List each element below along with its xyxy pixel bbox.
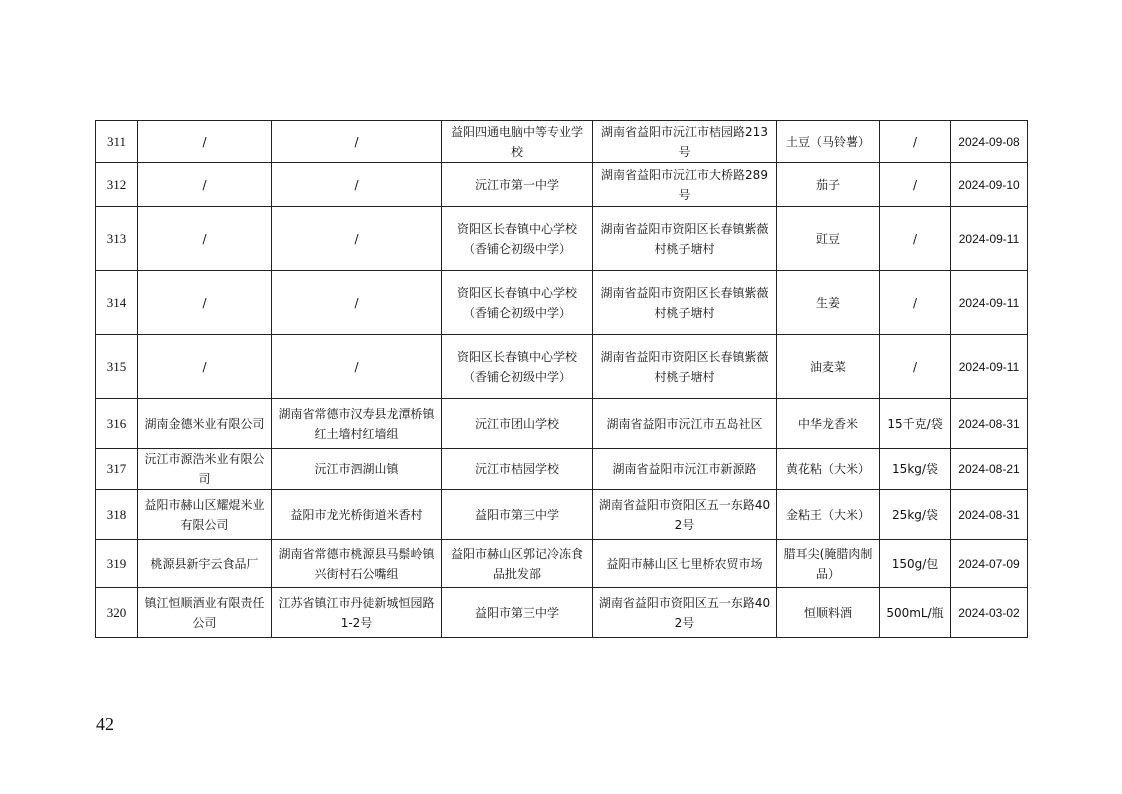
cell-no: 317 xyxy=(96,449,138,490)
cell-date: 2024-08-31 xyxy=(951,399,1028,449)
cell-producer-address: / xyxy=(272,121,442,163)
cell-spec: / xyxy=(880,163,951,207)
cell-date: 2024-03-02 xyxy=(951,588,1028,638)
cell-spec: 150g/包 xyxy=(880,540,951,588)
table-row xyxy=(96,588,1028,638)
cell-no: 316 xyxy=(96,399,138,449)
cell-spec: 15千克/袋 xyxy=(880,399,951,449)
cell-producer: / xyxy=(138,335,272,399)
cell-producer-address: 江苏省镇江市丹徒新城恒园路1-2号 xyxy=(272,588,442,638)
cell-spec: 25kg/袋 xyxy=(880,490,951,540)
cell-date: 2024-09-08 xyxy=(951,121,1028,163)
cell-sampled-address: 湖南省益阳市沅江市五岛社区 xyxy=(593,399,777,449)
table-row xyxy=(96,207,1028,271)
cell-product: 生姜 xyxy=(777,271,880,335)
cell-producer-address: / xyxy=(272,207,442,271)
cell-product: 茄子 xyxy=(777,163,880,207)
cell-sampled-unit: 益阳四通电脑中等专业学校 xyxy=(442,121,593,163)
cell-producer: 镇江恒顺酒业有限责任公司 xyxy=(138,588,272,638)
cell-sampled-unit: 益阳市赫山区郭记冷冻食品批发部 xyxy=(442,540,593,588)
cell-no: 314 xyxy=(96,271,138,335)
cell-sampled-unit: 资阳区长春镇中心学校（香铺仑初级中学） xyxy=(442,207,593,271)
cell-producer: 湖南金德米业有限公司 xyxy=(138,399,272,449)
cell-sampled-address: 湖南省益阳市资阳区长春镇紫薇村桃子塘村 xyxy=(593,207,777,271)
cell-producer-address: / xyxy=(272,335,442,399)
cell-product: 黄花粘（大米） xyxy=(777,449,880,490)
cell-sampled-address: 湖南省益阳市资阳区长春镇紫薇村桃子塘村 xyxy=(593,335,777,399)
cell-sampled-unit: 益阳市第三中学 xyxy=(442,588,593,638)
cell-producer: 沅江市源浩米业有限公司 xyxy=(138,449,272,490)
cell-date: 2024-07-09 xyxy=(951,540,1028,588)
cell-producer-address: 湖南省常德市桃源县马鬃岭镇兴街村石公嘴组 xyxy=(272,540,442,588)
cell-sampled-unit: 沅江市团山学校 xyxy=(442,399,593,449)
cell-product: 恒顺料酒 xyxy=(777,588,880,638)
cell-sampled-unit: 资阳区长春镇中心学校（香铺仑初级中学） xyxy=(442,335,593,399)
table-row xyxy=(96,399,1028,449)
cell-date: 2024-09-11 xyxy=(951,207,1028,271)
cell-sampled-unit: 沅江市桔园学校 xyxy=(442,449,593,490)
cell-no: 313 xyxy=(96,207,138,271)
cell-sampled-address: 湖南省益阳市资阳区五一东路402号 xyxy=(593,588,777,638)
cell-spec: / xyxy=(880,271,951,335)
table-row xyxy=(96,335,1028,399)
table-body xyxy=(96,121,1028,638)
cell-spec: / xyxy=(880,207,951,271)
cell-producer: / xyxy=(138,271,272,335)
cell-spec: / xyxy=(880,335,951,399)
cell-product: 油麦菜 xyxy=(777,335,880,399)
cell-sampled-unit: 益阳市第三中学 xyxy=(442,490,593,540)
cell-producer-address: 湖南省常德市汉寿县龙潭桥镇红土墙村红墙组 xyxy=(272,399,442,449)
cell-sampled-address: 湖南省益阳市沅江市大桥路289号 xyxy=(593,163,777,207)
page-number: 42 xyxy=(96,714,114,734)
sampling-results-table xyxy=(95,120,1028,638)
cell-no: 319 xyxy=(96,540,138,588)
cell-product: 土豆（马铃薯） xyxy=(777,121,880,163)
cell-product: 中华龙香米 xyxy=(777,399,880,449)
cell-spec: 500mL/瓶 xyxy=(880,588,951,638)
cell-producer: / xyxy=(138,121,272,163)
cell-spec: / xyxy=(880,121,951,163)
cell-no: 315 xyxy=(96,335,138,399)
table-row xyxy=(96,163,1028,207)
cell-no: 311 xyxy=(96,121,138,163)
cell-product: 豇豆 xyxy=(777,207,880,271)
cell-producer-address: / xyxy=(272,271,442,335)
table-row xyxy=(96,490,1028,540)
cell-sampled-unit: 资阳区长春镇中心学校（香铺仑初级中学） xyxy=(442,271,593,335)
cell-date: 2024-09-11 xyxy=(951,335,1028,399)
cell-no: 312 xyxy=(96,163,138,207)
cell-producer-address: / xyxy=(272,163,442,207)
cell-producer: / xyxy=(138,163,272,207)
table-row xyxy=(96,449,1028,490)
cell-sampled-address: 湖南省益阳市沅江市新源路 xyxy=(593,449,777,490)
cell-product: 金粘王（大米） xyxy=(777,490,880,540)
cell-date: 2024-09-10 xyxy=(951,163,1028,207)
table-row xyxy=(96,121,1028,163)
cell-producer: 桃源县新宇云食品厂 xyxy=(138,540,272,588)
cell-producer: 益阳市赫山区耀焜米业有限公司 xyxy=(138,490,272,540)
cell-date: 2024-08-21 xyxy=(951,449,1028,490)
cell-product: 腊耳尖(腌腊肉制品） xyxy=(777,540,880,588)
cell-no: 320 xyxy=(96,588,138,638)
table-row xyxy=(96,271,1028,335)
cell-producer-address: 益阳市龙光桥街道米香村 xyxy=(272,490,442,540)
cell-sampled-address: 湖南省益阳市资阳区五一东路402号 xyxy=(593,490,777,540)
cell-spec: 15kg/袋 xyxy=(880,449,951,490)
cell-sampled-address: 湖南省益阳市资阳区长春镇紫薇村桃子塘村 xyxy=(593,271,777,335)
cell-producer-address: 沅江市泗湖山镇 xyxy=(272,449,442,490)
cell-sampled-address: 湖南省益阳市沅江市桔园路213号 xyxy=(593,121,777,163)
cell-producer: / xyxy=(138,207,272,271)
table-row xyxy=(96,540,1028,588)
cell-date: 2024-08-31 xyxy=(951,490,1028,540)
cell-sampled-unit: 沅江市第一中学 xyxy=(442,163,593,207)
cell-sampled-address: 益阳市赫山区七里桥农贸市场 xyxy=(593,540,777,588)
cell-no: 318 xyxy=(96,490,138,540)
cell-date: 2024-09-11 xyxy=(951,271,1028,335)
